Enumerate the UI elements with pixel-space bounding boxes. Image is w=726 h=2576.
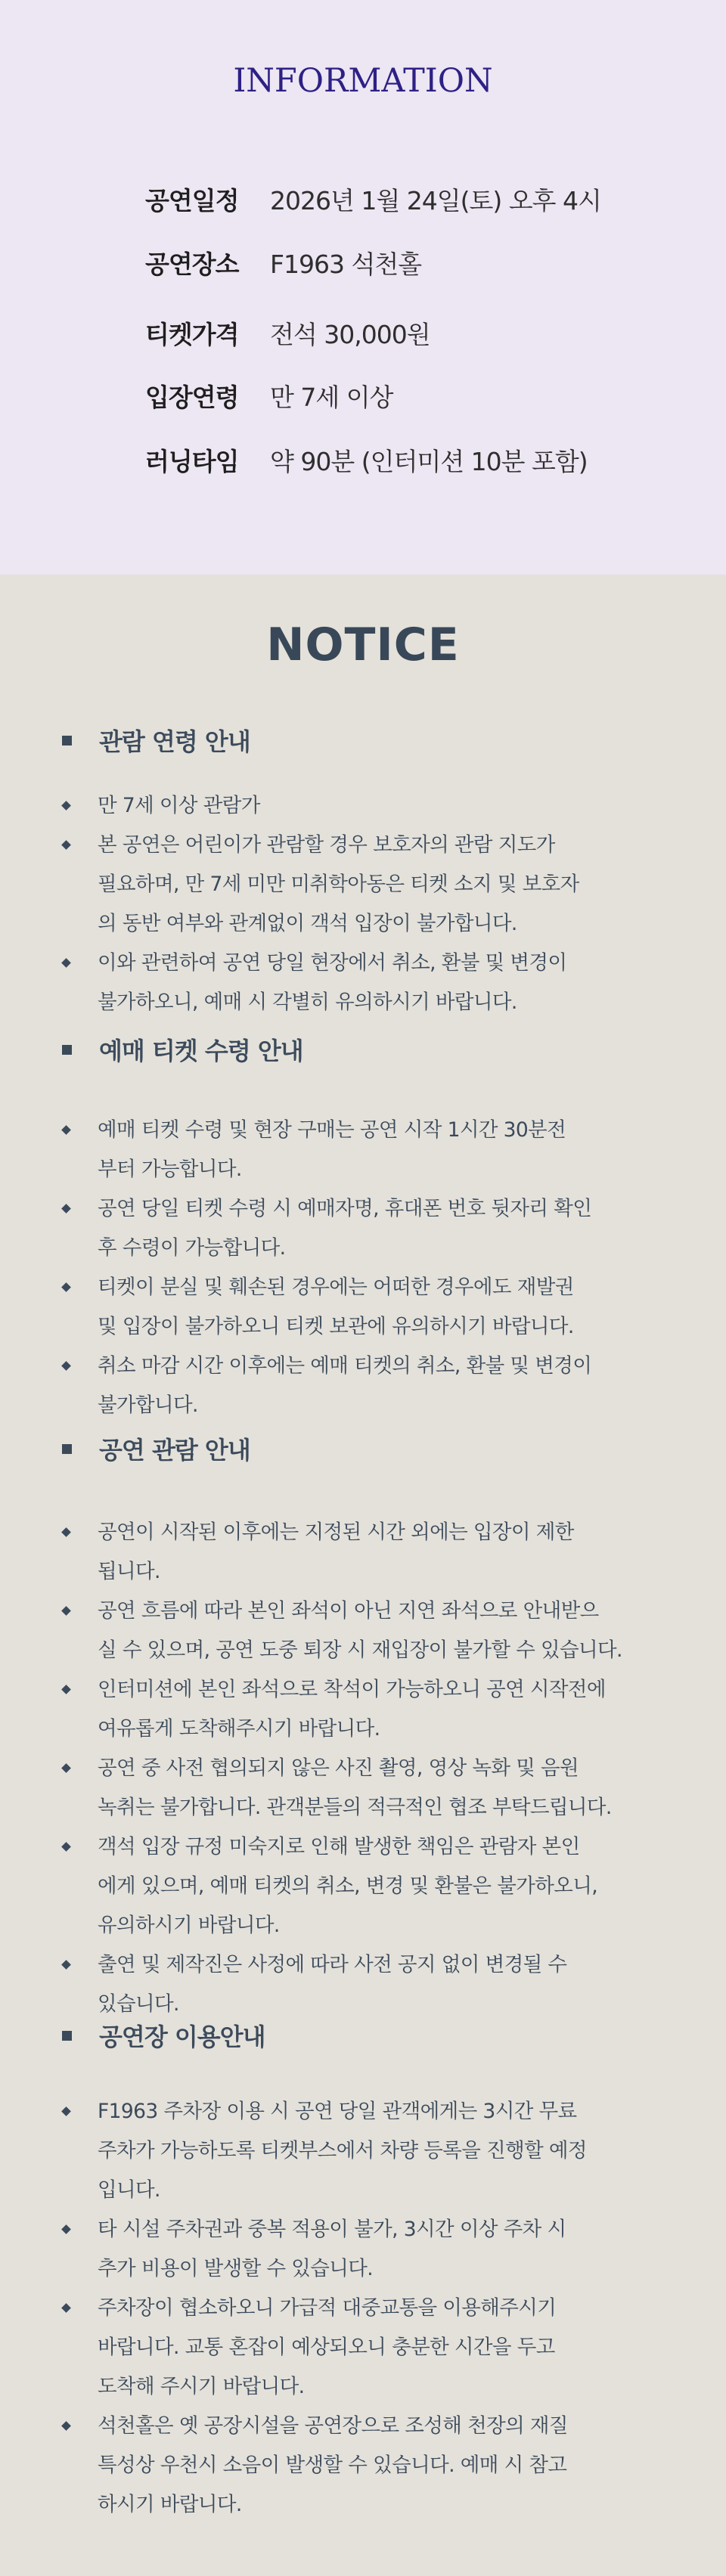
notice-item-text: 특성상 우천시 소음이 발생할 수 있습니다. 예매 시 참고 — [98, 2454, 567, 2477]
square-bullet-icon — [62, 1444, 72, 1454]
diamond-bullet-icon — [61, 840, 71, 850]
notice-item-text: 취소 마감 시간 이후에는 예매 티켓의 취소, 환불 및 변경이 — [98, 1354, 592, 1378]
notice-item-text: 만 7세 이상 관람가 — [98, 794, 260, 817]
notice-list-item — [62, 1670, 667, 1749]
notice-section-title: 예매 티켓 수령 안내 — [99, 1037, 303, 1065]
notice-section-header — [62, 2019, 265, 2052]
notice-item-text: 필요하며, 만 7세 미만 미취학아동은 티켓 소지 및 보호자 — [98, 873, 579, 896]
diamond-bullet-icon — [61, 2224, 71, 2234]
notice-item-text: 예매 티켓 수령 및 현장 구매는 공연 시작 1시간 30분전 — [98, 1118, 566, 1142]
notice-item-text: 에게 있으며, 예매 티켓의 취소, 변경 및 환불은 불가하오니, — [98, 1874, 598, 1898]
notice-list-item — [62, 1749, 667, 1827]
notice-item-text: 불가하오니, 예매 시 각별히 유의하시기 바랍니다. — [98, 990, 517, 1014]
notice-item-text: 됩니다. — [98, 1560, 160, 1583]
notice-item-text: 추가 비용이 발생할 수 있습니다. — [98, 2257, 374, 2280]
info-row — [145, 310, 430, 355]
notice-item-text: 본 공연은 어린이가 관람할 경우 보호자의 관람 지도가 — [98, 833, 555, 857]
info-row — [145, 176, 601, 222]
square-bullet-icon — [62, 736, 72, 746]
info-value: 만 7세 이상 — [270, 382, 393, 412]
notice-item-text: 티켓이 분실 및 훼손된 경우에는 어떠한 경우에도 재발권 — [98, 1276, 574, 1299]
notice-item-text: 주차장이 협소하오니 가급적 대중교통을 이용해주시기 — [98, 2296, 557, 2320]
diamond-bullet-icon — [61, 1204, 71, 1214]
notice-section-title: 공연장 이용안내 — [99, 2023, 265, 2051]
notice-item-text: 석천홀은 옛 공장시설을 공연장으로 조성해 천장의 재질 — [98, 2414, 568, 2438]
notice-list-item — [62, 1268, 667, 1347]
square-bullet-icon — [62, 1045, 72, 1055]
notice-item-text: 도착해 주시기 바랍니다. — [98, 2375, 305, 2398]
notice-item-text: 및 입장이 불가하오니 티켓 보관에 유의하시기 바랍니다. — [98, 1315, 574, 1338]
notice-item-text: 유의하시기 바랍니다. — [98, 1914, 280, 1937]
notice-item-text: 주차가 가능하도록 티켓부스에서 차량 등록을 진행할 예정 — [98, 2139, 587, 2162]
info-value: 2026년 1월 24일(토) 오후 4시 — [270, 185, 601, 215]
notice-list-item — [62, 2210, 667, 2289]
notice-item-text: 공연 당일 티켓 수령 시 예매자명, 휴대폰 번호 뒷자리 확인 — [98, 1197, 592, 1220]
notice-item-text: 바랍니다. 교통 혼잡이 예상되오니 충분한 시간을 두고 — [98, 2336, 555, 2359]
info-label: 공연일정 — [145, 185, 239, 215]
notice-item-text: 하시기 바랍니다. — [98, 2493, 242, 2516]
notice-item-text: 녹취는 불가합니다. 관객분들의 적극적인 협조 부탁드립니다. — [98, 1796, 612, 1819]
info-value: F1963 석천홀 — [270, 249, 422, 279]
diamond-bullet-icon — [61, 2421, 71, 2431]
notice-item-text: 공연이 시작된 이후에는 지정된 시간 외에는 입장이 제한 — [98, 1520, 574, 1544]
info-label: 러닝타임 — [145, 446, 239, 476]
info-value: 약 90분 (인터미션 10분 포함) — [270, 446, 588, 476]
notice-section-header — [62, 724, 250, 757]
diamond-bullet-icon — [61, 1527, 71, 1537]
notice-list-item — [62, 2289, 667, 2407]
notice-list-item — [62, 1189, 667, 1268]
notice-item-text: 이와 관련하여 공연 당일 현장에서 취소, 환불 및 변경이 — [98, 951, 567, 975]
notice-list-item — [62, 1513, 667, 1592]
square-bullet-icon — [62, 2031, 72, 2041]
notice-item-text: 의 동반 여부와 관계없이 객석 입장이 불가합니다. — [98, 912, 517, 935]
diamond-bullet-icon — [61, 958, 71, 968]
information-title: INFORMATION — [233, 62, 493, 100]
info-label: 티켓가격 — [145, 319, 239, 349]
notice-list-item — [62, 1592, 667, 1670]
notice-section-title: 관람 연령 안내 — [99, 727, 250, 756]
diamond-bullet-icon — [61, 1606, 71, 1616]
notice-list-item — [62, 2092, 667, 2210]
notice-list-item — [62, 1111, 667, 1189]
info-row — [145, 373, 393, 418]
notice-item-text: 타 시설 주차권과 중복 적용이 불가, 3시간 이상 주차 시 — [98, 2218, 566, 2241]
notice-title: NOTICE — [266, 618, 460, 671]
diamond-bullet-icon — [61, 1361, 71, 1371]
notice-item-text: 실 수 있으며, 공연 도중 퇴장 시 재입장이 불가할 수 있습니다. — [98, 1638, 622, 1662]
diamond-bullet-icon — [61, 1763, 71, 1773]
notice-list-item — [62, 944, 667, 1022]
notice-item-text: 입니다. — [98, 2178, 160, 2202]
notice-section-header — [62, 1432, 250, 1465]
notice-item-text: 객석 입장 규정 미숙지로 인해 발생한 책임은 관람자 본인 — [98, 1835, 580, 1858]
notice-item-text: 후 수령이 가능합니다. — [98, 1236, 286, 1260]
info-label: 입장연령 — [145, 382, 239, 412]
notice-item-text: 불가합니다. — [98, 1393, 198, 1417]
notice-item-text: 여유롭게 도착해주시기 바랍니다. — [98, 1717, 380, 1741]
notice-list-item — [62, 2407, 667, 2525]
info-row — [145, 437, 588, 482]
notice-list-item — [62, 826, 667, 944]
notice-list-item — [62, 1827, 667, 1945]
diamond-bullet-icon — [61, 1125, 71, 1135]
diamond-bullet-icon — [61, 801, 71, 811]
info-row — [145, 240, 421, 285]
notice-item-text: F1963 주차장 이용 시 공연 당일 관객에게는 3시간 무료 — [98, 2100, 577, 2123]
notice-section-header — [62, 1033, 303, 1066]
info-label: 공연장소 — [145, 249, 239, 279]
notice-list-item — [62, 786, 667, 826]
notice-item-text: 부터 가능합니다. — [98, 1158, 242, 1181]
diamond-bullet-icon — [61, 1960, 71, 1970]
diamond-bullet-icon — [61, 2106, 71, 2116]
info-value: 전석 30,000원 — [270, 319, 430, 349]
diamond-bullet-icon — [61, 1685, 71, 1694]
notice-item-text: 공연 흐름에 따라 본인 좌석이 아닌 지연 좌석으로 안내받으 — [98, 1599, 599, 1623]
diamond-bullet-icon — [61, 1842, 71, 1852]
notice-item-text: 있습니다. — [98, 1992, 179, 2016]
notice-item-text: 인터미션에 본인 좌석으로 착석이 가능하오니 공연 시작전에 — [98, 1678, 606, 1701]
notice-section-title: 공연 관람 안내 — [99, 1436, 250, 1465]
notice-item-text: 공연 중 사전 협의되지 않은 사진 촬영, 영상 녹화 및 음원 — [98, 1756, 579, 1780]
notice-list-item — [62, 1945, 667, 2024]
notice-list-item — [62, 1347, 667, 1425]
diamond-bullet-icon — [61, 2303, 71, 2313]
diamond-bullet-icon — [61, 1282, 71, 1292]
notice-item-text: 출연 및 제작진은 사정에 따라 사전 공지 없이 변경될 수 — [98, 1953, 567, 1976]
